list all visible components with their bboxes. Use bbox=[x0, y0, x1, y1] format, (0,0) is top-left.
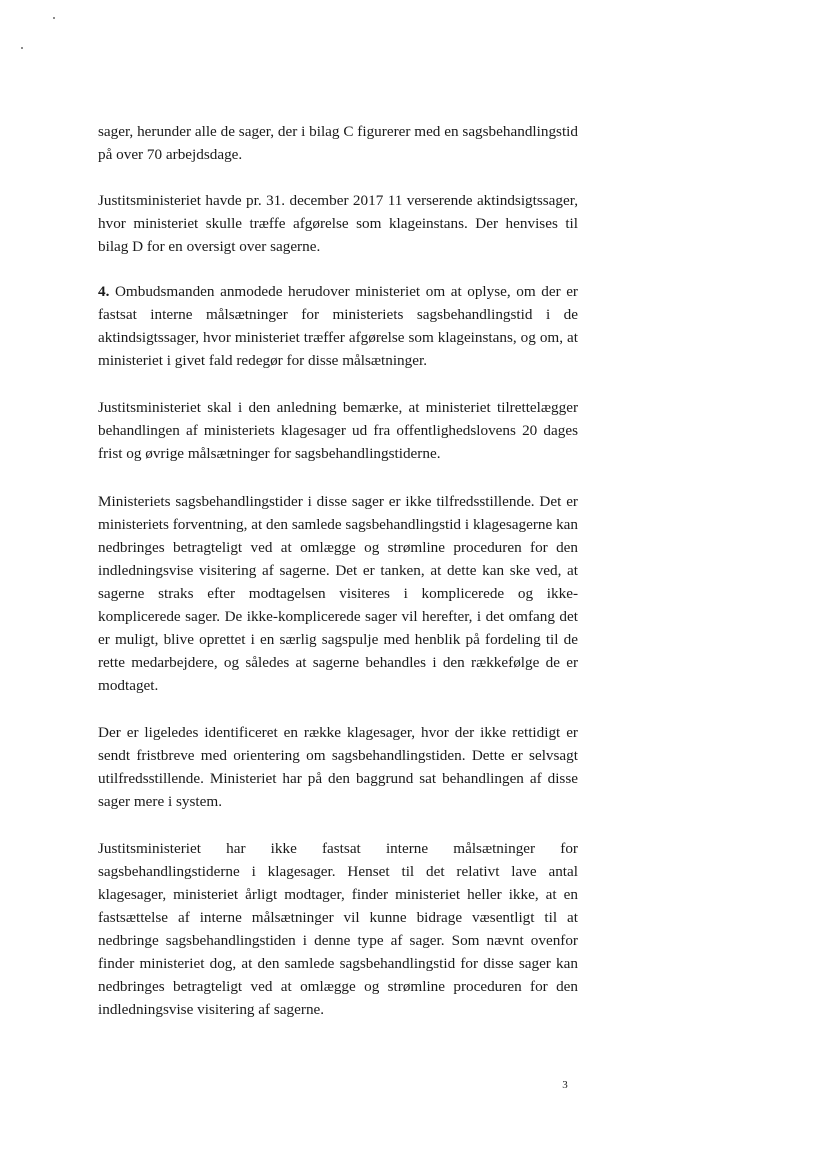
page-number: 3 bbox=[562, 1079, 568, 1091]
paragraph bbox=[98, 120, 578, 166]
paragraph-text: Justitsministeriet skal i den anledning bemærke, at ministeriet tilrettelægger behandlingen af ministeriets klagesager ud fra offentlighedslovens 20 dages frist og øvrige målsætninger for sagsbehandlingstiderne. bbox=[98, 399, 578, 462]
paragraph bbox=[98, 280, 578, 372]
paragraph bbox=[98, 721, 578, 813]
paragraph bbox=[98, 837, 578, 1021]
paragraph-text: Ministeriets sagsbehandlingstider i disse sager er ikke tilfredsstillende. Det er ministeriets forventning, at den samlede sagsbehandlingstid i klagesagerne kan nedbringes betragteligt ved at omlægge og strømline proceduren for den indledningsvise visitering af sagerne. Det er tanken, at dette kan ske ved, at sagerne straks efter modtagelsen visiteres i komplicerede og ikke-komplicerede sager. De ikke-komplicerede sager vil herefter, i det omfang det er muligt, blive oprettet i en særlig sagspulje med henblik på fordeling til de rette medarbejdere, og således at sagerne behandles i den rækkefølge de er modtaget. bbox=[98, 493, 578, 694]
paragraph-text: Ombudsmanden anmodede herudover ministeriet om at oplyse, om der er fastsat interne målsætninger for ministeriets sagsbehandlingstid i de aktindsigtssager, hvor ministeriet træffer afgørelse som klageinstans, og om, at ministeriet i givet fald redegør for disse målsætninger. bbox=[98, 283, 578, 369]
paragraph-text: Justitsministeriet har ikke fastsat interne målsætninger for sagsbehandlingstiderne i klagesager. Henset til det relativt lave antal klagesager, ministeriet årligt modtager, finder ministeriet heller ikke, at en fastsættelse af interne målsætninger vil kunne bidrage væsentligt til at nedbringe sagsbehandlingstiden i denne type af sager. Som nævnt ovenfor finder ministeriet dog, at den samlede sagsbehandlingstid for disse sager kan nedbringes betragteligt ved at omlægge og strømline proceduren for den indledningsvise visitering af sagerne. bbox=[98, 840, 578, 1018]
paragraph-text: Justitsministeriet havde pr. 31. december 2017 11 verserende aktindsigtssager, hvor ministeriet skulle træffe afgørelse som klageinstans. Der henvises til bilag D for en oversigt over sagerne. bbox=[98, 192, 578, 255]
paragraph bbox=[98, 490, 578, 697]
paragraph-text: sager, herunder alle de sager, der i bilag C figurerer med en sagsbehandlingstid på over 70 arbejdsdage. bbox=[98, 123, 578, 163]
section-number: 4. bbox=[98, 283, 110, 300]
paragraph-text: Der er ligeledes identificeret en række klagesager, hvor der ikke rettidigt er sendt fristbreve med orientering om sagsbehandlingstiden. Dette er selvsagt utilfredsstillende. Ministeriet har på den baggrund sat behandlingen af disse sager mere i system. bbox=[98, 724, 578, 810]
paragraph bbox=[98, 396, 578, 465]
document-body bbox=[98, 120, 578, 1045]
scan-speck bbox=[53, 17, 55, 19]
scan-speck bbox=[21, 47, 23, 49]
paragraph bbox=[98, 189, 578, 258]
